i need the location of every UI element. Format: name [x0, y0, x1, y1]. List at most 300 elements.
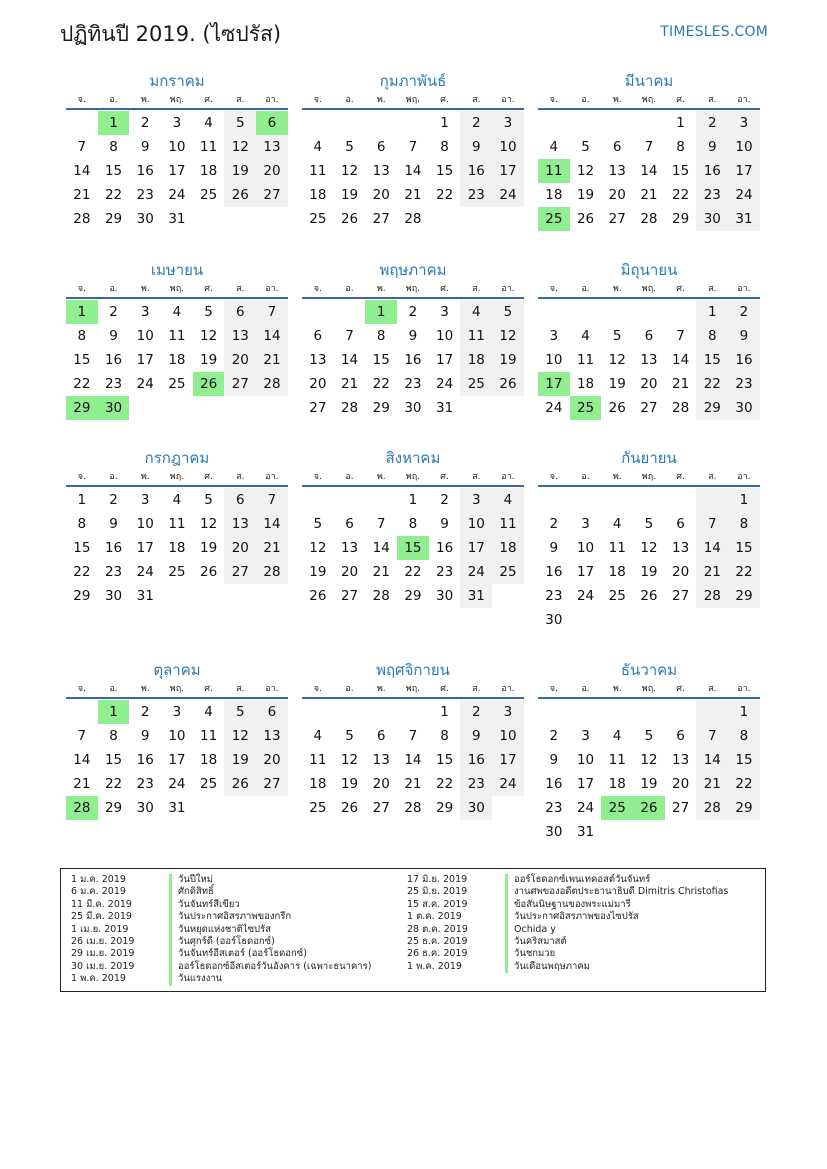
day-cell[interactable]: 28 [404, 800, 422, 816]
day-cell[interactable]: 5 [644, 516, 654, 532]
day-cell[interactable]: 13 [672, 752, 690, 768]
day-cell[interactable]: 29 [436, 800, 454, 816]
day-cell[interactable]: 23 [104, 564, 123, 580]
day-cell[interactable]: 26 [340, 211, 359, 227]
day-cell[interactable]: 24 [136, 376, 154, 392]
day-cell[interactable]: 28 [340, 400, 359, 416]
day-cell[interactable]: 9 [408, 328, 418, 344]
day-cell[interactable]: 10 [492, 135, 524, 159]
day-cell[interactable]: 7 [408, 139, 418, 155]
day-cell[interactable]: 30 [545, 612, 563, 628]
day-cell[interactable]: 6 [313, 328, 323, 344]
day-cell[interactable]: 27 [309, 400, 327, 416]
day-cell[interactable]: 7 [408, 728, 418, 744]
day-cell[interactable]: 28 [696, 796, 728, 820]
day-cell[interactable]: 11 [168, 516, 186, 532]
day-cell[interactable]: 10 [460, 512, 492, 536]
day-cell[interactable]: 1 [408, 492, 418, 508]
day-cell[interactable]: 17 [728, 159, 760, 183]
day-cell[interactable]: 28 [640, 211, 658, 227]
day-cell[interactable]: 3 [581, 516, 590, 532]
day-cell[interactable]: 4 [204, 115, 213, 131]
day-cell[interactable]: 7 [696, 512, 728, 536]
day-cell[interactable]: 9 [460, 135, 492, 159]
day-cell[interactable]: 24 [436, 376, 454, 392]
day-cell[interactable]: 7 [256, 488, 288, 512]
day-cell[interactable]: 11 [460, 324, 492, 348]
day-cell[interactable]: 18 [545, 187, 563, 203]
day-cell[interactable]: 6 [224, 488, 256, 512]
day-cell[interactable]: 28 [372, 588, 390, 604]
day-cell[interactable]: 15 [672, 163, 690, 179]
day-cell[interactable]: 31 [168, 211, 186, 227]
day-cell[interactable]: 26 [340, 800, 359, 816]
day-cell[interactable]: 6 [676, 516, 685, 532]
day-cell[interactable]: 24 [492, 772, 524, 796]
day-cell[interactable]: 26 [309, 588, 327, 604]
day-cell[interactable]: 2 [109, 304, 118, 320]
day-cell[interactable]: 5 [204, 304, 213, 320]
day-cell[interactable]: 19 [640, 564, 658, 580]
day-cell[interactable]: 8 [77, 328, 87, 344]
day-cell[interactable]: 12 [640, 752, 658, 768]
day-cell[interactable]: 29 [404, 588, 422, 604]
day-cell[interactable]: 10 [436, 328, 454, 344]
day-cell[interactable]: 15 [436, 752, 454, 768]
day-cell[interactable]: 27 [372, 211, 390, 227]
day-cell[interactable]: 10 [136, 328, 154, 344]
day-cell[interactable]: 26 [608, 400, 626, 416]
day-cell[interactable]: 9 [140, 728, 150, 744]
day-cell[interactable]: 20 [224, 536, 256, 560]
day-cell[interactable]: 18 [492, 536, 524, 560]
day-cell[interactable]: 5 [224, 700, 256, 724]
day-cell[interactable]: 27 [224, 560, 256, 584]
day-cell[interactable]: 18 [460, 348, 492, 372]
day-cell[interactable]: 19 [608, 376, 626, 392]
day-cell[interactable]: 16 [436, 540, 454, 556]
day-cell[interactable]: 4 [313, 728, 323, 744]
day-cell[interactable]: 13 [224, 512, 256, 536]
day-cell[interactable]: 3 [581, 728, 590, 744]
day-cell[interactable]: 12 [340, 163, 359, 179]
day-cell[interactable]: 21 [256, 536, 288, 560]
day-cell[interactable]: 29 [104, 800, 123, 816]
day-cell[interactable]: 16 [136, 163, 154, 179]
day-cell[interactable]: 27 [672, 588, 690, 604]
day-cell[interactable]: 6 [376, 139, 386, 155]
day-cell[interactable]: 4 [460, 300, 492, 324]
holiday-day-cell[interactable]: 30 [98, 396, 130, 420]
day-cell[interactable]: 30 [136, 211, 154, 227]
day-cell[interactable]: 12 [224, 135, 256, 159]
day-cell[interactable]: 11 [309, 752, 327, 768]
day-cell[interactable]: 20 [224, 348, 256, 372]
day-cell[interactable]: 20 [340, 564, 359, 580]
day-cell[interactable]: 14 [404, 163, 422, 179]
day-cell[interactable]: 13 [309, 352, 327, 368]
day-cell[interactable]: 6 [376, 728, 386, 744]
day-cell[interactable]: 21 [372, 564, 390, 580]
day-cell[interactable]: 30 [545, 824, 563, 840]
day-cell[interactable]: 29 [728, 796, 760, 820]
day-cell[interactable]: 25 [460, 372, 492, 396]
day-cell[interactable]: 14 [696, 536, 728, 560]
day-cell[interactable]: 2 [728, 300, 760, 324]
day-cell[interactable]: 3 [440, 304, 449, 320]
day-cell[interactable]: 5 [313, 516, 323, 532]
day-cell[interactable]: 9 [109, 516, 118, 532]
day-cell[interactable]: 7 [77, 139, 87, 155]
day-cell[interactable]: 24 [460, 560, 492, 584]
day-cell[interactable]: 28 [256, 560, 288, 584]
day-cell[interactable]: 15 [73, 352, 91, 368]
day-cell[interactable]: 20 [256, 748, 288, 772]
day-cell[interactable]: 8 [408, 516, 418, 532]
holiday-day-cell[interactable]: 17 [538, 372, 570, 396]
day-cell[interactable]: 15 [728, 748, 760, 772]
day-cell[interactable]: 13 [608, 163, 626, 179]
day-cell[interactable]: 21 [73, 187, 91, 203]
holiday-day-cell[interactable]: 11 [538, 159, 570, 183]
day-cell[interactable]: 17 [436, 352, 454, 368]
day-cell[interactable]: 22 [404, 564, 422, 580]
holiday-day-cell[interactable]: 26 [633, 796, 665, 820]
day-cell[interactable]: 11 [200, 139, 218, 155]
day-cell[interactable]: 25 [309, 211, 327, 227]
day-cell[interactable]: 8 [676, 139, 685, 155]
day-cell[interactable]: 17 [492, 748, 524, 772]
day-cell[interactable]: 19 [576, 187, 595, 203]
day-cell[interactable]: 11 [608, 540, 626, 556]
day-cell[interactable]: 16 [136, 752, 154, 768]
day-cell[interactable]: 8 [696, 324, 728, 348]
day-cell[interactable]: 20 [608, 187, 626, 203]
day-cell[interactable]: 17 [576, 564, 595, 580]
day-cell[interactable]: 4 [612, 516, 622, 532]
day-cell[interactable]: 26 [224, 183, 256, 207]
day-cell[interactable]: 1 [676, 115, 685, 131]
day-cell[interactable]: 29 [73, 588, 91, 604]
holiday-day-cell[interactable]: 1 [98, 111, 130, 135]
day-cell[interactable]: 26 [576, 211, 595, 227]
day-cell[interactable]: 13 [256, 724, 288, 748]
day-cell[interactable]: 6 [345, 516, 354, 532]
day-cell[interactable]: 30 [728, 396, 760, 420]
holiday-day-cell[interactable]: 28 [66, 796, 98, 820]
day-cell[interactable]: 24 [168, 776, 186, 792]
day-cell[interactable]: 10 [728, 135, 760, 159]
day-cell[interactable]: 3 [140, 304, 150, 320]
day-cell[interactable]: 15 [104, 752, 123, 768]
day-cell[interactable]: 17 [168, 163, 186, 179]
day-cell[interactable]: 18 [608, 564, 626, 580]
day-cell[interactable]: 2 [696, 111, 728, 135]
day-cell[interactable]: 28 [73, 211, 91, 227]
brand-link[interactable]: TIMESLES.COM [660, 24, 768, 40]
day-cell[interactable]: 5 [345, 728, 354, 744]
day-cell[interactable]: 30 [404, 400, 422, 416]
day-cell[interactable]: 14 [256, 512, 288, 536]
day-cell[interactable]: 19 [224, 159, 256, 183]
day-cell[interactable]: 19 [492, 348, 524, 372]
day-cell[interactable]: 14 [73, 163, 91, 179]
day-cell[interactable]: 30 [460, 796, 492, 820]
day-cell[interactable]: 21 [404, 187, 422, 203]
day-cell[interactable]: 2 [460, 111, 492, 135]
day-cell[interactable]: 23 [545, 588, 563, 604]
day-cell[interactable]: 30 [104, 588, 123, 604]
day-cell[interactable]: 3 [140, 492, 150, 508]
holiday-day-cell[interactable]: 6 [256, 111, 288, 135]
day-cell[interactable]: 25 [200, 187, 218, 203]
day-cell[interactable]: 30 [436, 588, 454, 604]
day-cell[interactable]: 12 [492, 324, 524, 348]
day-cell[interactable]: 21 [696, 772, 728, 796]
day-cell[interactable]: 19 [224, 748, 256, 772]
day-cell[interactable]: 27 [256, 772, 288, 796]
day-cell[interactable]: 11 [200, 728, 218, 744]
day-cell[interactable]: 27 [372, 800, 390, 816]
day-cell[interactable]: 10 [492, 724, 524, 748]
day-cell[interactable]: 16 [460, 159, 492, 183]
day-cell[interactable]: 2 [549, 728, 559, 744]
day-cell[interactable]: 31 [576, 824, 595, 840]
day-cell[interactable]: 31 [136, 588, 154, 604]
day-cell[interactable]: 27 [224, 372, 256, 396]
day-cell[interactable]: 20 [672, 776, 690, 792]
day-cell[interactable]: 27 [340, 588, 359, 604]
day-cell[interactable]: 20 [372, 187, 390, 203]
day-cell[interactable]: 24 [576, 800, 595, 816]
day-cell[interactable]: 30 [696, 207, 728, 231]
day-cell[interactable]: 14 [672, 352, 690, 368]
day-cell[interactable]: 8 [728, 724, 760, 748]
day-cell[interactable]: 2 [109, 492, 118, 508]
day-cell[interactable]: 9 [549, 752, 559, 768]
day-cell[interactable]: 13 [340, 540, 359, 556]
day-cell[interactable]: 29 [104, 211, 123, 227]
day-cell[interactable]: 28 [404, 211, 422, 227]
day-cell[interactable]: 13 [372, 163, 390, 179]
day-cell[interactable]: 17 [492, 159, 524, 183]
day-cell[interactable]: 1 [728, 488, 760, 512]
day-cell[interactable]: 24 [492, 183, 524, 207]
day-cell[interactable]: 22 [104, 187, 123, 203]
day-cell[interactable]: 25 [608, 588, 626, 604]
day-cell[interactable]: 23 [104, 376, 123, 392]
day-cell[interactable]: 7 [676, 328, 685, 344]
day-cell[interactable]: 18 [168, 352, 186, 368]
day-cell[interactable]: 12 [200, 328, 218, 344]
day-cell[interactable]: 25 [168, 564, 186, 580]
day-cell[interactable]: 4 [612, 728, 622, 744]
day-cell[interactable]: 26 [492, 372, 524, 396]
day-cell[interactable]: 24 [728, 183, 760, 207]
day-cell[interactable]: 27 [672, 800, 690, 816]
day-cell[interactable]: 4 [549, 139, 559, 155]
day-cell[interactable]: 23 [436, 564, 454, 580]
day-cell[interactable]: 22 [73, 376, 91, 392]
holiday-day-cell[interactable]: 25 [570, 396, 602, 420]
day-cell[interactable]: 23 [696, 183, 728, 207]
day-cell[interactable]: 7 [77, 728, 87, 744]
day-cell[interactable]: 2 [440, 492, 449, 508]
day-cell[interactable]: 6 [256, 700, 288, 724]
day-cell[interactable]: 17 [576, 776, 595, 792]
day-cell[interactable]: 5 [492, 300, 524, 324]
day-cell[interactable]: 22 [436, 776, 454, 792]
day-cell[interactable]: 19 [200, 352, 218, 368]
day-cell[interactable]: 7 [696, 724, 728, 748]
day-cell[interactable]: 16 [545, 776, 563, 792]
day-cell[interactable]: 28 [696, 584, 728, 608]
day-cell[interactable]: 23 [136, 776, 154, 792]
holiday-day-cell[interactable]: 1 [365, 300, 397, 324]
day-cell[interactable]: 21 [340, 376, 359, 392]
day-cell[interactable]: 22 [672, 187, 690, 203]
day-cell[interactable]: 2 [140, 704, 150, 720]
day-cell[interactable]: 4 [172, 492, 182, 508]
day-cell[interactable]: 15 [728, 536, 760, 560]
day-cell[interactable]: 11 [492, 512, 524, 536]
holiday-day-cell[interactable]: 25 [601, 796, 633, 820]
day-cell[interactable]: 14 [340, 352, 359, 368]
day-cell[interactable]: 5 [581, 139, 590, 155]
day-cell[interactable]: 1 [440, 115, 449, 131]
day-cell[interactable]: 8 [109, 139, 118, 155]
day-cell[interactable]: 2 [460, 700, 492, 724]
day-cell[interactable]: 21 [256, 348, 288, 372]
day-cell[interactable]: 18 [576, 376, 595, 392]
day-cell[interactable]: 19 [340, 187, 359, 203]
day-cell[interactable]: 13 [224, 324, 256, 348]
day-cell[interactable]: 22 [436, 187, 454, 203]
day-cell[interactable]: 10 [576, 752, 595, 768]
day-cell[interactable]: 21 [696, 560, 728, 584]
day-cell[interactable]: 11 [608, 752, 626, 768]
day-cell[interactable]: 24 [168, 187, 186, 203]
day-cell[interactable]: 23 [404, 376, 422, 392]
holiday-day-cell[interactable]: 25 [538, 207, 570, 231]
day-cell[interactable]: 9 [140, 139, 150, 155]
day-cell[interactable]: 16 [696, 159, 728, 183]
day-cell[interactable]: 9 [728, 324, 760, 348]
day-cell[interactable]: 6 [224, 300, 256, 324]
day-cell[interactable]: 12 [608, 352, 626, 368]
day-cell[interactable]: 21 [640, 187, 658, 203]
day-cell[interactable]: 25 [168, 376, 186, 392]
holiday-day-cell[interactable]: 26 [193, 372, 225, 396]
day-cell[interactable]: 2 [408, 304, 418, 320]
day-cell[interactable]: 3 [492, 700, 524, 724]
day-cell[interactable]: 28 [672, 400, 690, 416]
day-cell[interactable]: 2 [140, 115, 150, 131]
day-cell[interactable]: 8 [376, 328, 386, 344]
day-cell[interactable]: 12 [309, 540, 327, 556]
day-cell[interactable]: 12 [224, 724, 256, 748]
day-cell[interactable]: 22 [372, 376, 390, 392]
day-cell[interactable]: 11 [168, 328, 186, 344]
day-cell[interactable]: 8 [440, 728, 449, 744]
day-cell[interactable]: 18 [200, 752, 218, 768]
day-cell[interactable]: 5 [644, 728, 654, 744]
day-cell[interactable]: 7 [376, 516, 386, 532]
day-cell[interactable]: 22 [104, 776, 123, 792]
day-cell[interactable]: 31 [436, 400, 454, 416]
day-cell[interactable]: 20 [640, 376, 658, 392]
day-cell[interactable]: 31 [728, 207, 760, 231]
day-cell[interactable]: 9 [549, 540, 559, 556]
day-cell[interactable]: 21 [404, 776, 422, 792]
day-cell[interactable]: 4 [172, 304, 182, 320]
day-cell[interactable]: 8 [77, 516, 87, 532]
day-cell[interactable]: 5 [345, 139, 354, 155]
day-cell[interactable]: 3 [172, 115, 182, 131]
day-cell[interactable]: 18 [168, 540, 186, 556]
day-cell[interactable]: 22 [728, 560, 760, 584]
day-cell[interactable]: 7 [644, 139, 654, 155]
day-cell[interactable]: 4 [313, 139, 323, 155]
day-cell[interactable]: 16 [728, 348, 760, 372]
day-cell[interactable]: 11 [576, 352, 595, 368]
day-cell[interactable]: 21 [73, 776, 91, 792]
day-cell[interactable]: 18 [309, 187, 327, 203]
day-cell[interactable]: 9 [440, 516, 449, 532]
day-cell[interactable]: 12 [200, 516, 218, 532]
day-cell[interactable]: 13 [256, 135, 288, 159]
day-cell[interactable]: 29 [696, 396, 728, 420]
day-cell[interactable]: 24 [576, 588, 595, 604]
day-cell[interactable]: 19 [309, 564, 327, 580]
day-cell[interactable]: 5 [612, 328, 622, 344]
day-cell[interactable]: 15 [73, 540, 91, 556]
day-cell[interactable]: 3 [728, 111, 760, 135]
day-cell[interactable]: 21 [672, 376, 690, 392]
day-cell[interactable]: 6 [612, 139, 622, 155]
day-cell[interactable]: 20 [309, 376, 327, 392]
holiday-day-cell[interactable]: 1 [98, 700, 130, 724]
day-cell[interactable]: 29 [728, 584, 760, 608]
day-cell[interactable]: 29 [672, 211, 690, 227]
day-cell[interactable]: 31 [168, 800, 186, 816]
day-cell[interactable]: 22 [73, 564, 91, 580]
day-cell[interactable]: 14 [696, 748, 728, 772]
day-cell[interactable]: 18 [309, 776, 327, 792]
day-cell[interactable]: 20 [672, 564, 690, 580]
day-cell[interactable]: 1 [728, 700, 760, 724]
day-cell[interactable]: 12 [340, 752, 359, 768]
day-cell[interactable]: 25 [492, 560, 524, 584]
day-cell[interactable]: 26 [200, 564, 218, 580]
day-cell[interactable]: 10 [545, 352, 563, 368]
day-cell[interactable]: 16 [404, 352, 422, 368]
day-cell[interactable]: 14 [372, 540, 390, 556]
day-cell[interactable]: 27 [256, 183, 288, 207]
day-cell[interactable]: 19 [200, 540, 218, 556]
day-cell[interactable]: 12 [640, 540, 658, 556]
day-cell[interactable]: 15 [372, 352, 390, 368]
day-cell[interactable]: 30 [136, 800, 154, 816]
day-cell[interactable]: 26 [224, 772, 256, 796]
day-cell[interactable]: 24 [136, 564, 154, 580]
day-cell[interactable]: 9 [696, 135, 728, 159]
day-cell[interactable]: 14 [73, 752, 91, 768]
day-cell[interactable]: 13 [672, 540, 690, 556]
day-cell[interactable]: 7 [345, 328, 354, 344]
day-cell[interactable]: 22 [696, 372, 728, 396]
day-cell[interactable]: 9 [460, 724, 492, 748]
